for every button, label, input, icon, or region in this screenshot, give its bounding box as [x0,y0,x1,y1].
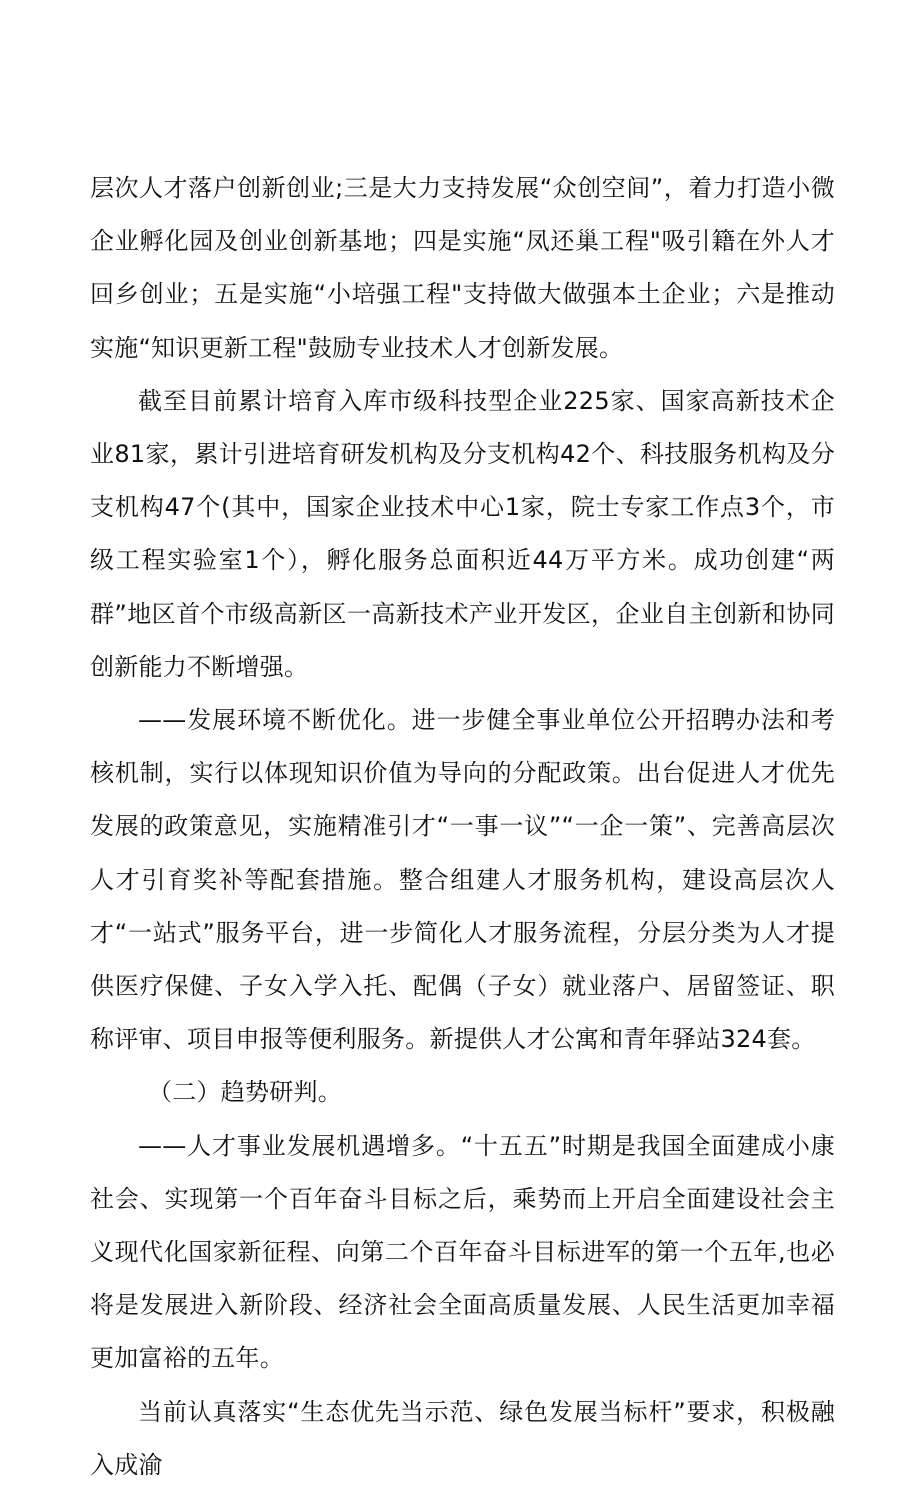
document-body [90,162,835,1492]
section-heading-trends: （二）趋势研判。 [148,1078,342,1107]
paragraph-continuation: 层次人才落户创新创业;三是大力支持发展“众创空间”，着力打造小微企业孵化园及创业创新基地；四是实施“凤还巢工程"吸引籍在外人才回乡创业；五是实施“小培强工程"支持做大做强本土企业；六是推动实施“知识更新工程"鼓励专业技术人才创新发展。 [90,174,835,362]
paragraph-current: 当前认真落实“生态优先当示范、绿色发展当标杆”要求，积极融入成渝 [90,1397,835,1479]
paragraph-environment: ——发展环境不断优化。进一步健全事业单位公开招聘办法和考核机制，实行以体现知识价值为导向的分配政策。出台促进人才优先发展的政策意见，实施精准引才“一事一议”“一企一策”、完善高层次人才引育奖补等配套措施。整合组建人才服务机构，建设高层次人才“一站式”服务平台，进一步简化人才服务流程，分层分类为人才提供医疗保健、子女入学入托、配偶（子女）就业落户、居留签证、职称评审、项目申报等便利服务。新提供人才公寓和青年驿站324套。 [90,706,835,1054]
paragraph-statistics: 截至目前累计培育入库市级科技型企业225家、国家高新技术企业81家，累计引进培育研发机构及分支机构42个、科技服务机构及分支机构47个(其中，国家企业技术中心1家，院士专家工作点3个，市级工程实验室1个），孵化服务总面积近44万平方米。成功创建“两群”地区首个市级高新区一高新技术产业开发区，企业自主创新和协同创新能力不断增强。 [90,386,835,681]
paragraph-opportunities: ——人才事业发展机遇增多。“十五五”时期是我国全面建成小康社会、实现第一个百年奋斗目标之后，乘势而上开启全面建设社会主义现代化国家新征程、向第二个百年奋斗目标进军的第一个五年,也必将是发展进入新阶段、经济社会全面高质量发展、人民生活更加幸福更加富裕的五年。 [90,1131,835,1373]
